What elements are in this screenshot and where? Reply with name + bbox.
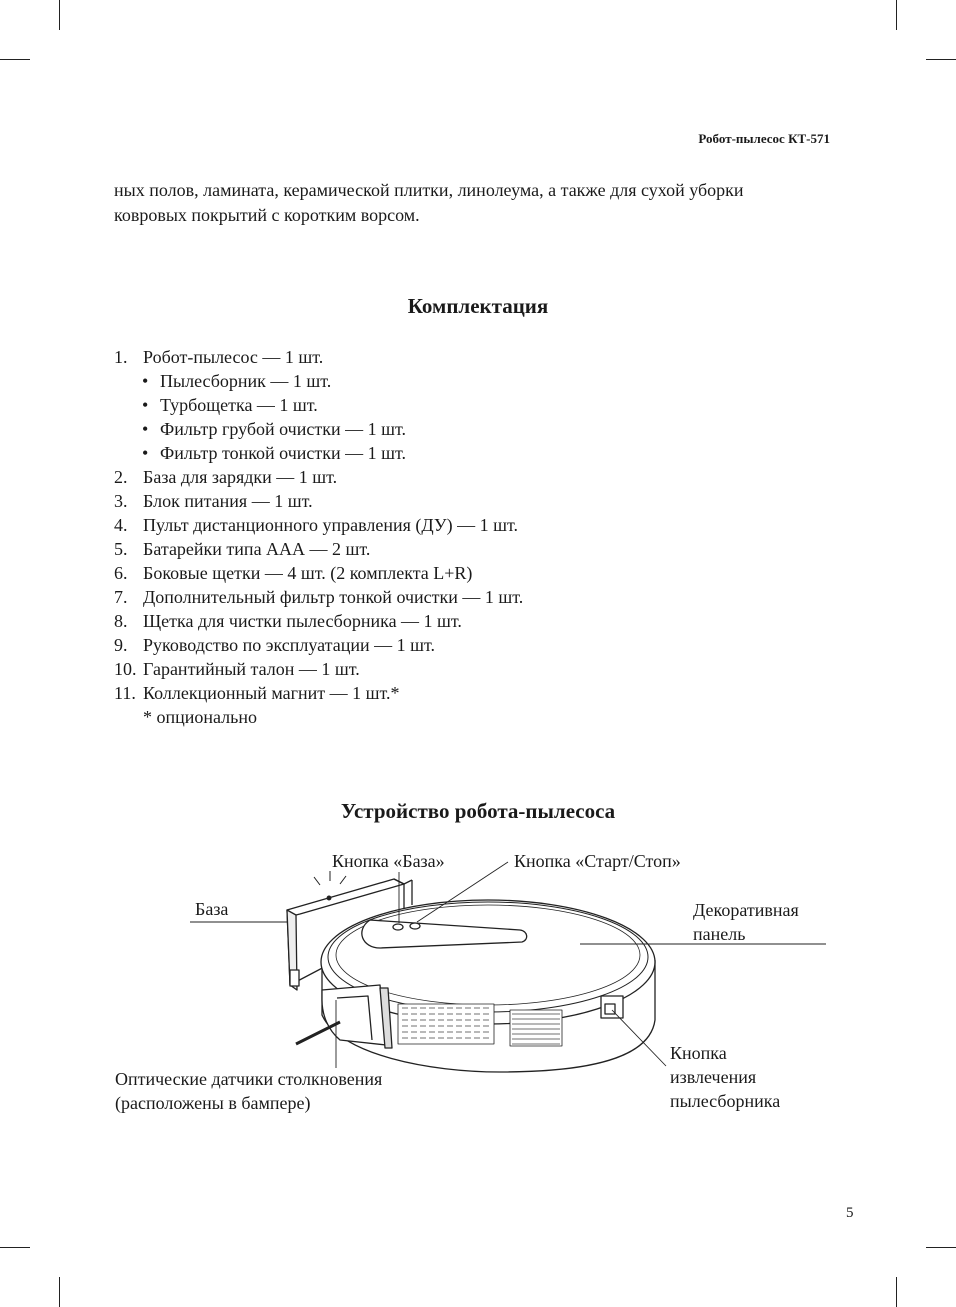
list-subitem: • Фильтр грубой очистки — 1 шт.	[142, 419, 406, 439]
label-collision-sensors: Оптические датчики столкновения (расположены в бампере)	[115, 1069, 383, 1113]
list-item: 4. Пульт дистанционного управления (ДУ) — 1 шт.	[114, 515, 519, 535]
footnote: * опционально	[143, 707, 258, 727]
kit-heading: Комплектация	[407, 294, 549, 318]
list-item: 5. Батарейки типа ААА — 2 шт.	[114, 539, 371, 559]
list-item: 10. Гарантийный талон — 1 шт.	[114, 659, 360, 679]
intro-line: ных полов, ламината, керамической плитки, линолеума, а также для сухой уборки	[114, 180, 744, 200]
list-subitem: • Фильтр тонкой очистки — 1 шт.	[142, 443, 406, 463]
vent-grille	[398, 1004, 494, 1044]
page-number: 5	[846, 1205, 854, 1221]
running-header: Робот-пылесос КТ-571	[698, 131, 830, 146]
list-subitem: • Турбощетка — 1 шт.	[142, 395, 318, 415]
device-heading: Устройство робота-пылесоса	[340, 799, 616, 823]
list-item: 11. Коллекционный магнит — 1 шт.*	[114, 683, 400, 703]
list-item: 2. База для зарядки — 1 шт.	[114, 467, 338, 487]
label-base: База	[195, 899, 229, 919]
signal-rays	[314, 871, 346, 885]
list-item: 3. Блок питания — 1 шт.	[114, 491, 313, 511]
vent-grille	[510, 1010, 562, 1046]
label-base-button: Кнопка «База»	[332, 851, 445, 871]
list-item: 9. Руководство по эксплуатации — 1 шт.	[114, 635, 435, 655]
list-subitem: • Пылесборник — 1 шт.	[142, 371, 332, 391]
intro-line: ковровых покрытий с коротким ворсом.	[114, 205, 420, 225]
list-item: 6. Боковые щетки — 4 шт. (2 комплекта L+R)	[114, 563, 473, 583]
label-dustbin-button: Кнопка извлечения пылесборника	[670, 1043, 781, 1111]
label-start-stop-button: Кнопка «Старт/Стоп»	[514, 851, 681, 871]
list-item: 1. Робот-пылесос — 1 шт.	[114, 347, 324, 367]
list-item: 7. Дополнительный фильтр тонкой очистки — 1 шт.	[114, 587, 524, 607]
list-item: 8. Щетка для чистки пылесборника — 1 шт.	[114, 611, 462, 631]
label-decor-panel: Декоративная панель	[693, 900, 799, 944]
